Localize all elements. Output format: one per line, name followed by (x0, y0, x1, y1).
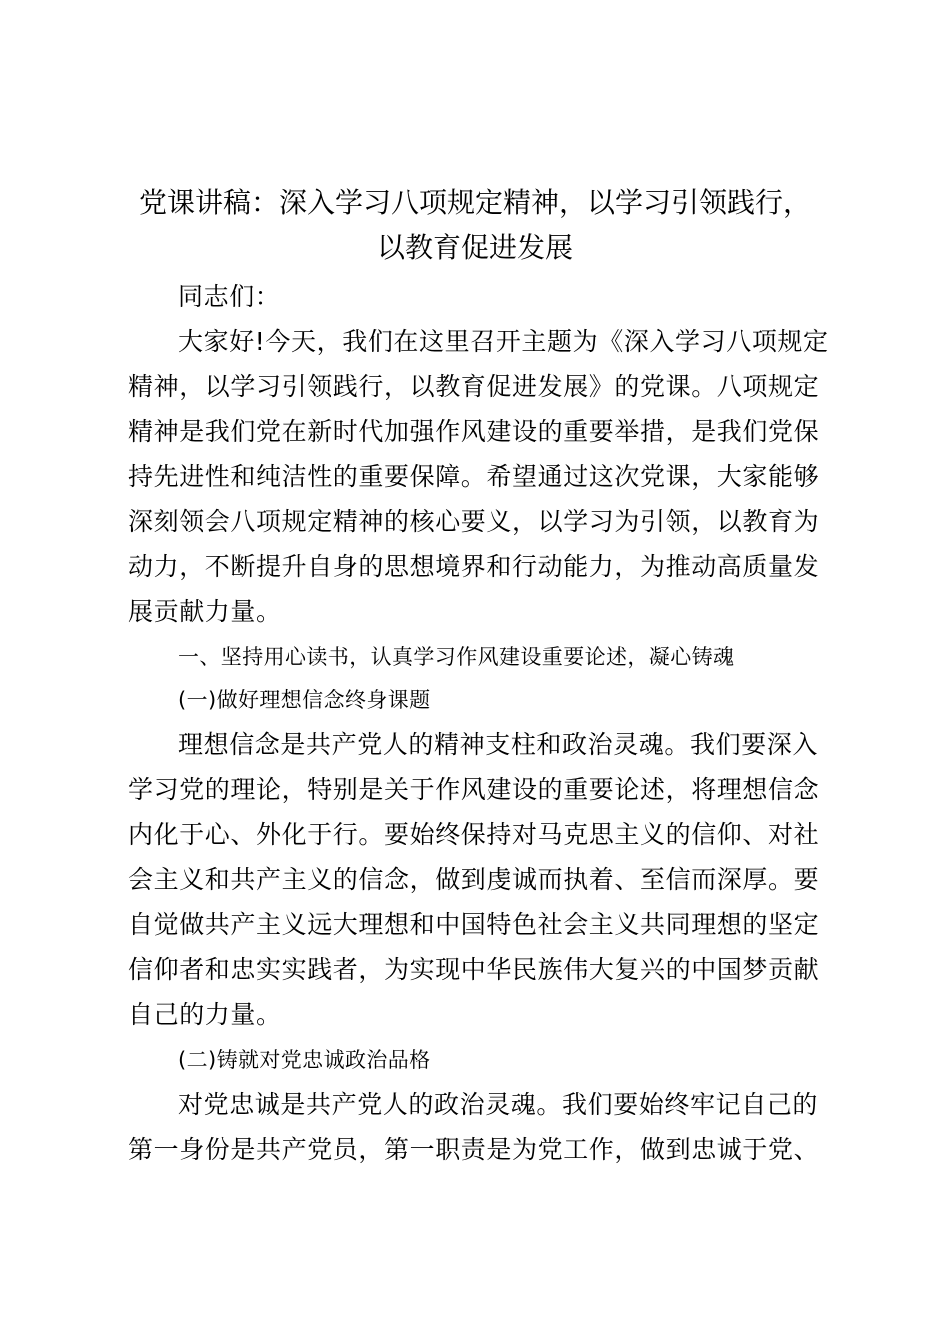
body-line: 内化于心、外化于行。要始终保持对马克思主义的信仰、对社 (128, 820, 820, 849)
intro-line: 精神是我们党在新时代加强作风建设的重要举措，是我们党保 (128, 417, 820, 446)
subsection-heading: (一)做好理想信念终身课题 (178, 688, 431, 712)
body-line: 理想信念是共产党人的精神支柱和政治灵魂。我们要深入 (178, 730, 819, 759)
body-line: 对党忠诚是共产党人的政治灵魂。我们要始终牢记自己的 (178, 1090, 819, 1119)
section-heading: 一、坚持用心读书，认真学习作风建设重要论述，凝心铸魂 (178, 645, 735, 669)
body-line: 信仰者和忠实实践者，为实现中华民族伟大复兴的中国梦贡献 (128, 955, 820, 984)
body-line: 第一身份是共产党员，第一职责是为党工作，做到忠诚于党、 (128, 1135, 820, 1164)
body-line: 学习党的理论，特别是关于作风建设的重要论述，将理想信念 (128, 775, 820, 804)
intro-line: 精神，以学习引领践行，以教育促进发展》的党课。八项规定 (128, 372, 820, 401)
title-line: 以教育促进发展 (376, 231, 573, 264)
title-line: 党课讲稿：深入学习八项规定精神，以学习引领践行， (138, 186, 811, 219)
intro-line: 展贡献力量。 (128, 597, 282, 626)
body-line: 会主义和共产主义的信念，做到虔诚而执着、至信而深厚。要 (128, 865, 820, 894)
intro-line: 深刻领会八项规定精神的核心要义，以学习为引领，以教育为 (128, 507, 820, 536)
intro-line: 持先进性和纯洁性的重要保障。希望通过这次党课，大家能够 (128, 462, 820, 491)
subsection-heading: (二)铸就对党忠诚政治品格 (178, 1048, 431, 1072)
intro-line: 大家好!今天，我们在这里召开主题为《深入学习八项规定 (178, 327, 829, 356)
intro-line: 动力，不断提升自身的思想境界和行动能力，为推动高质量发 (128, 552, 820, 581)
salutation: 同志们： (178, 282, 281, 311)
body-line: 自己的力量。 (128, 1000, 282, 1029)
body-line: 自觉做共产主义远大理想和中国特色社会主义共同理想的坚定 (128, 910, 820, 939)
document-title (120, 180, 830, 270)
